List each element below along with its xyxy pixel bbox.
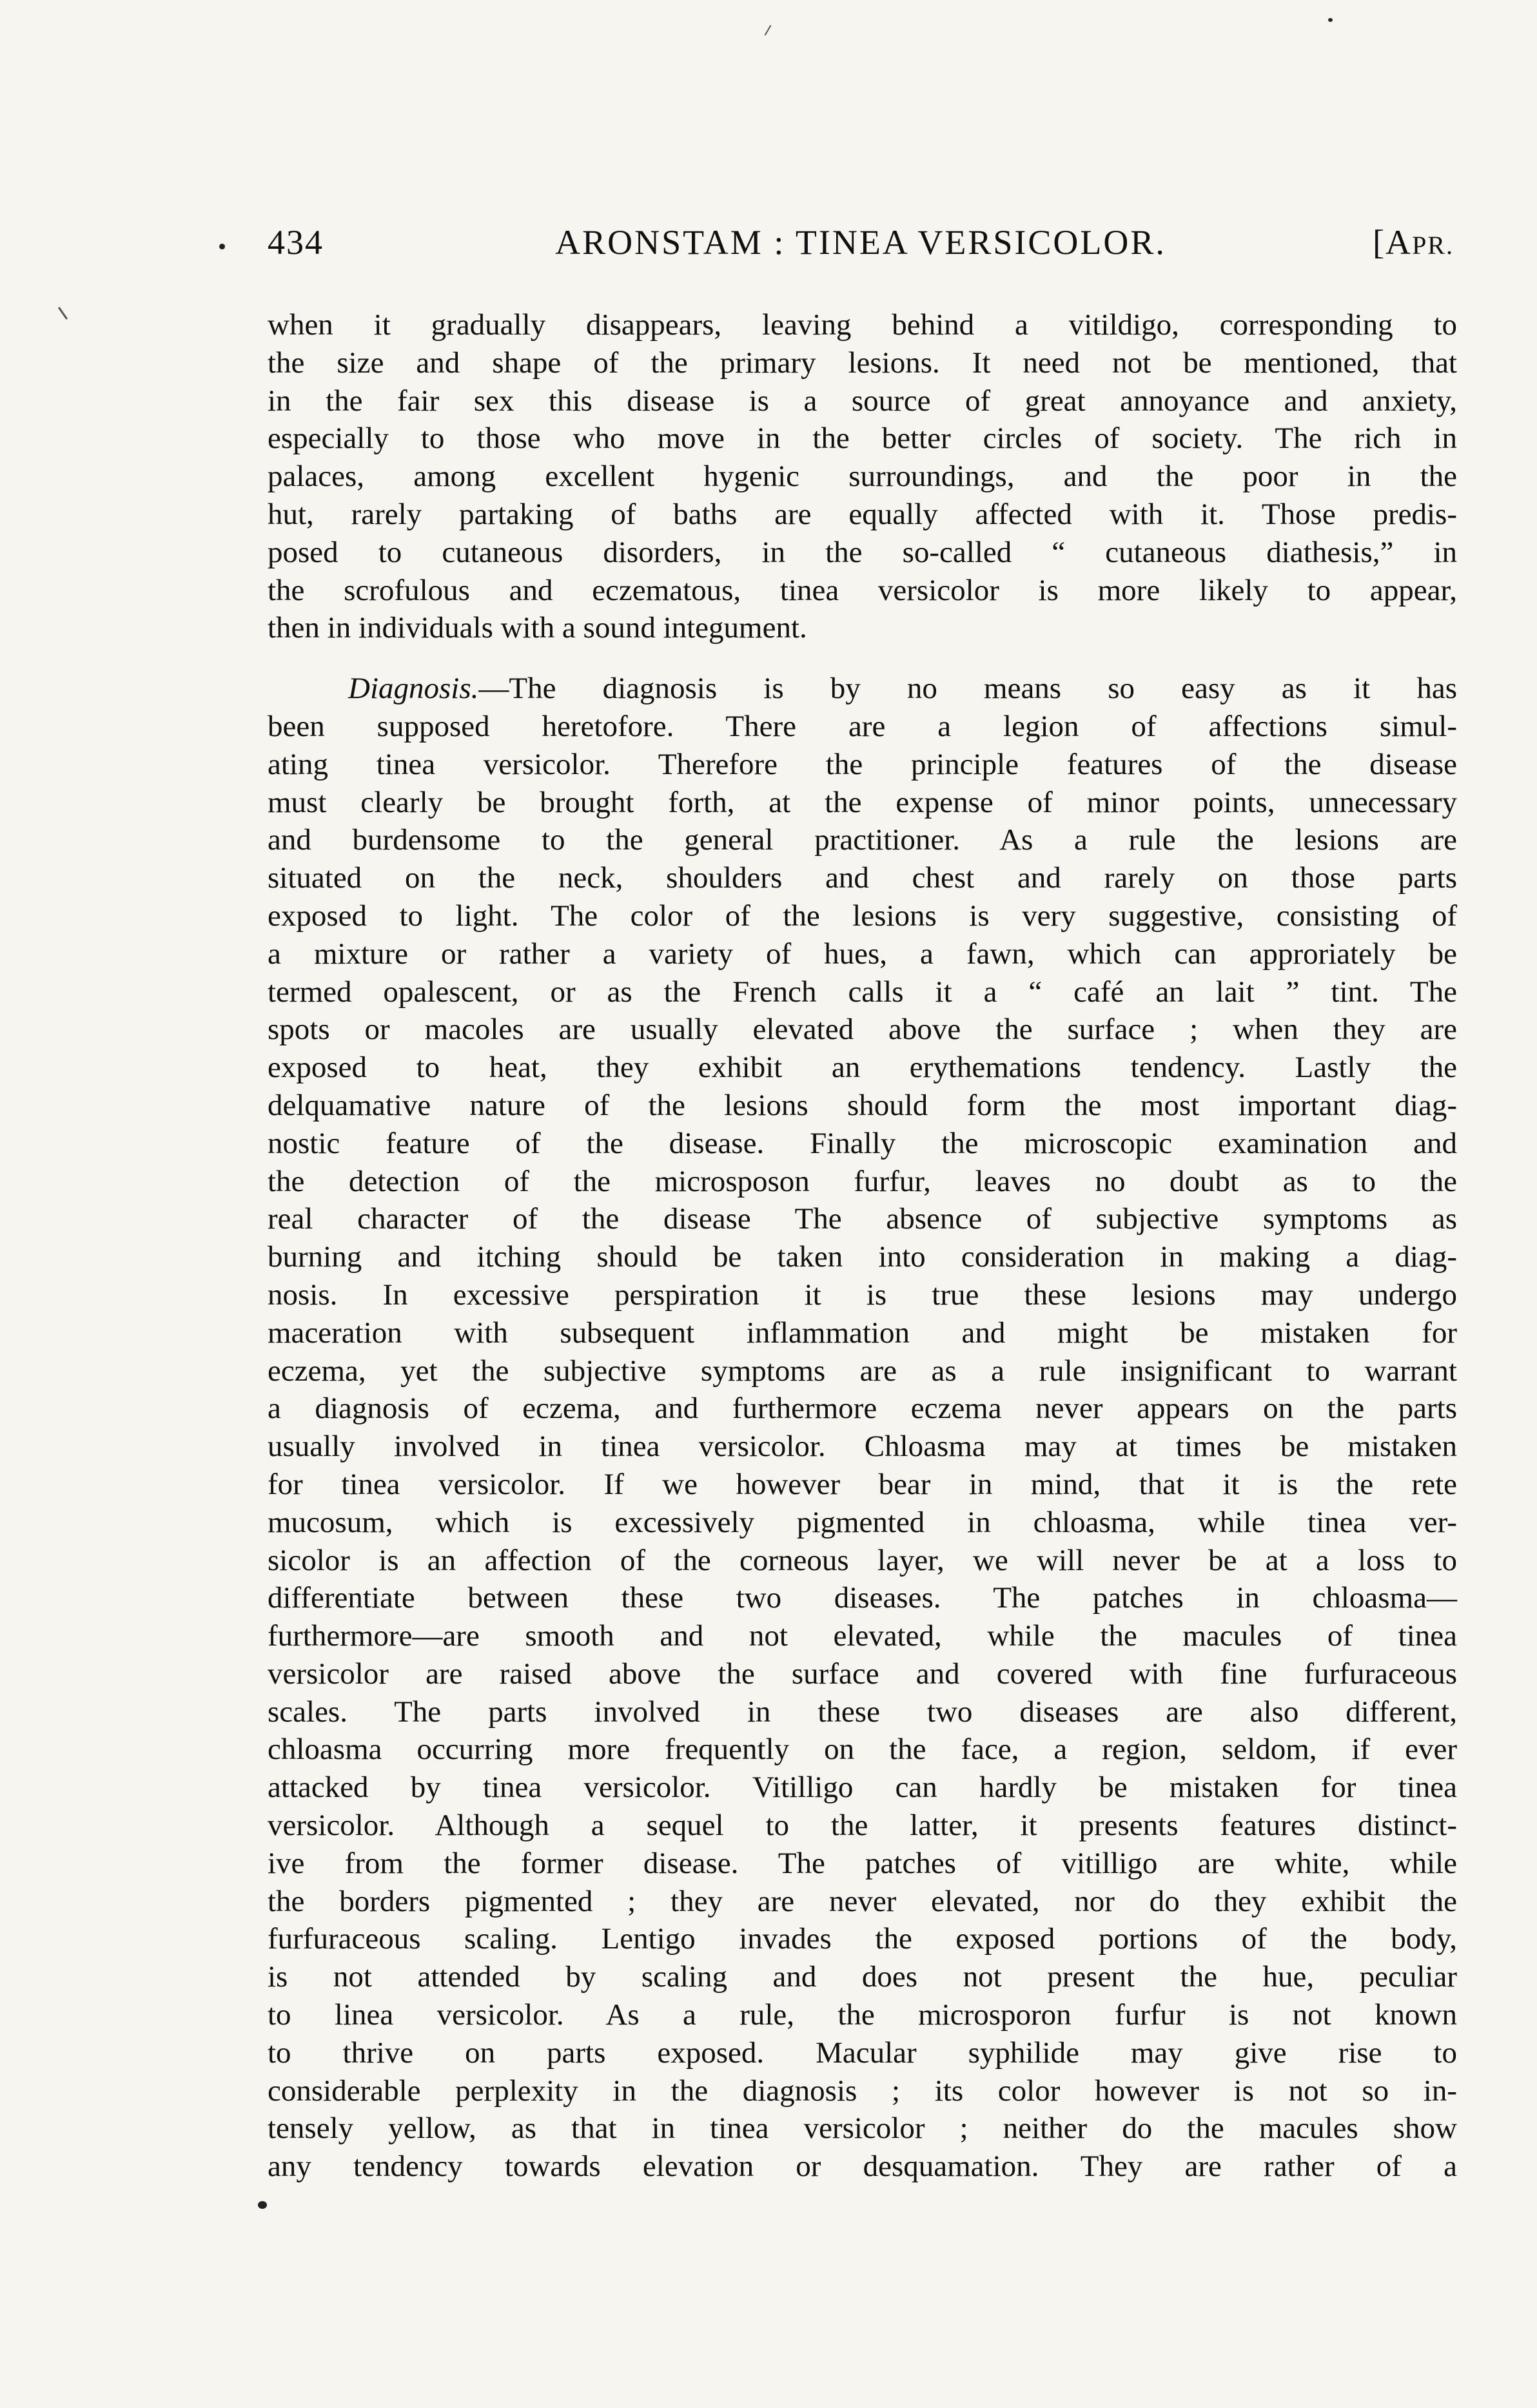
text-line: especially to those who move in the better circles of society. The rich in [268, 422, 1457, 456]
text-line: termed opalescent, or as the French calls it a “ café an lait ” tint. The [268, 975, 1457, 1009]
text-line: the size and shape of the primary lesions. It need not be mentioned, that [268, 345, 1457, 380]
text-line: attacked by tinea versicolor. Vitilligo can hardly be mistaken for tinea [268, 1771, 1457, 1805]
issue-month-rest: PR. [1412, 231, 1454, 260]
text-line: maceration with subsequent inflammation and might be mistaken for [268, 1316, 1457, 1350]
text-line: furfuraceous scaling. Lentigo invades the exposed portions of the body, [268, 1922, 1457, 1956]
issue-month-initial: [A [1373, 223, 1413, 262]
text-line: hut, rarely partaking of baths are equally affected with it. Those predis- [268, 497, 1457, 531]
text-line: delquamative nature of the lesions should form the most important diag- [268, 1088, 1457, 1122]
text-line: been supposed heretofore. There are a legion of affections simul- [268, 709, 1457, 743]
text-line: when it gradually disappears, leaving behind a vitildigo, corresponding to [268, 308, 1457, 342]
running-header [268, 222, 1454, 274]
text-line: usually involved in tinea versicolor. Chloasma may at times be mistaken [268, 1430, 1457, 1464]
text-line: eczema, yet the subjective symptoms are as a rule insignificant to warrant [268, 1354, 1457, 1388]
diagnosis-heading: Diagnosis. [348, 672, 479, 706]
scan-mark [765, 25, 772, 36]
text-line: situated on the neck, shoulders and chest and rarely on those parts [268, 861, 1457, 895]
text-line: the scrofulous and eczematous, tinea versicolor is more likely to appear, [268, 573, 1457, 607]
text-line: scales. The parts involved in these two diseases are also different, [268, 1694, 1457, 1729]
article-body [268, 306, 1457, 2186]
text-line: ating tinea versicolor. Therefore the principle features of the disease [268, 747, 1457, 781]
issue-month [1373, 222, 1454, 262]
text-line: a mixture or rather a variety of hues, a fawn, which can approriately be [268, 937, 1457, 971]
page-number: 434 [268, 223, 324, 262]
text-line: tensely yellow, as that in tinea versicolor ; neither do the macules show [268, 2112, 1457, 2146]
scan-speck [1328, 18, 1333, 22]
text-line: differentiate between these two diseases. The patches in chloasma— [268, 1581, 1457, 1615]
text-line: chloasma occurring more frequently on the face, a region, seldom, if ever [268, 1733, 1457, 1767]
scan-speck [258, 2201, 267, 2209]
text-line: the borders pigmented ; they are never elevated, nor do they exhibit the [268, 1884, 1457, 1918]
paragraph-continuation [268, 306, 1457, 647]
text-line: a diagnosis of eczema, and furthermore eczema never appears on the parts [268, 1392, 1457, 1426]
text-line: considerable perplexity in the diagnosis ; its color however is not so in- [268, 2073, 1457, 2108]
text-line: versicolor are raised above the surface and covered with fine furfuraceous [268, 1656, 1457, 1691]
text-line: versicolor. Although a sequel to the latter, it presents features distinct- [268, 1809, 1457, 1843]
paragraph-gap [268, 647, 1457, 670]
text-line: exposed to light. The color of the lesions is very suggestive, consisting of [268, 898, 1457, 933]
running-title: ARONSTAM : TINEA VERSICOLOR. [555, 223, 1166, 262]
text-line: the detection of the microsposon furfur, leaves no doubt as to the [268, 1164, 1457, 1198]
text-line: any tendency towards elevation or desquamation. They are rather of a [268, 2150, 1457, 2184]
text-line: ive from the former disease. The patches of vitilligo are white, while [268, 1846, 1457, 1880]
text-line: nostic feature of the disease. Finally the microscopic examination and [268, 1126, 1457, 1160]
text-line: sicolor is an affection of the corneous layer, we will never be at a loss to [268, 1543, 1457, 1577]
text-line: nosis. In excessive perspiration it is true these lesions may undergo [268, 1277, 1457, 1312]
text-line: in the fair sex this disease is a source of great annoyance and anxiety, [268, 384, 1457, 418]
text-line: and burdensome to the general practitioner. As a rule the lesions are [268, 823, 1457, 857]
text-line: palaces, among excellent hygenic surroundings, and the poor in the [268, 460, 1457, 494]
text-line: must clearly be brought forth, at the expense of minor points, unnecessary [268, 785, 1457, 819]
text-line: to linea versicolor. As a rule, the microsporon furfur is not known [268, 1998, 1457, 2032]
text-line: burning and itching should be taken into consideration in making a diag- [268, 1240, 1457, 1274]
text-line: posed to cutaneous disorders, in the so-called “ cutaneous diathesis,” in [268, 535, 1457, 569]
text-line: real character of the disease The absence of subjective symptoms as [268, 1202, 1457, 1236]
scan-speck [219, 244, 225, 249]
text-line: then in individuals with a sound integument. [268, 611, 807, 645]
scan-mark [58, 307, 68, 320]
text-line: exposed to heat, they exhibit an erythemations tendency. Lastly the [268, 1051, 1457, 1085]
paragraph-diagnosis [268, 670, 1457, 2186]
text-line: to thrive on parts exposed. Macular syphilide may give rise to [268, 2035, 1457, 2070]
text-line: is not attended by scaling and does not present the hue, peculiar [268, 1960, 1457, 1994]
diagnosis-first-text: —The diagnosis is by no means so easy as it has [478, 672, 1457, 706]
text-line: for tinea versicolor. If we however bear in mind, that it is the rete [268, 1467, 1457, 1501]
text-line: spots or macoles are usually elevated above the surface ; when they are [268, 1013, 1457, 1047]
text-line: furthermore—are smooth and not elevated, while the macules of tinea [268, 1619, 1457, 1653]
text-line: mucosum, which is excessively pigmented in chloasma, while tinea ver- [268, 1505, 1457, 1539]
diagnosis-first-line [268, 670, 1457, 708]
